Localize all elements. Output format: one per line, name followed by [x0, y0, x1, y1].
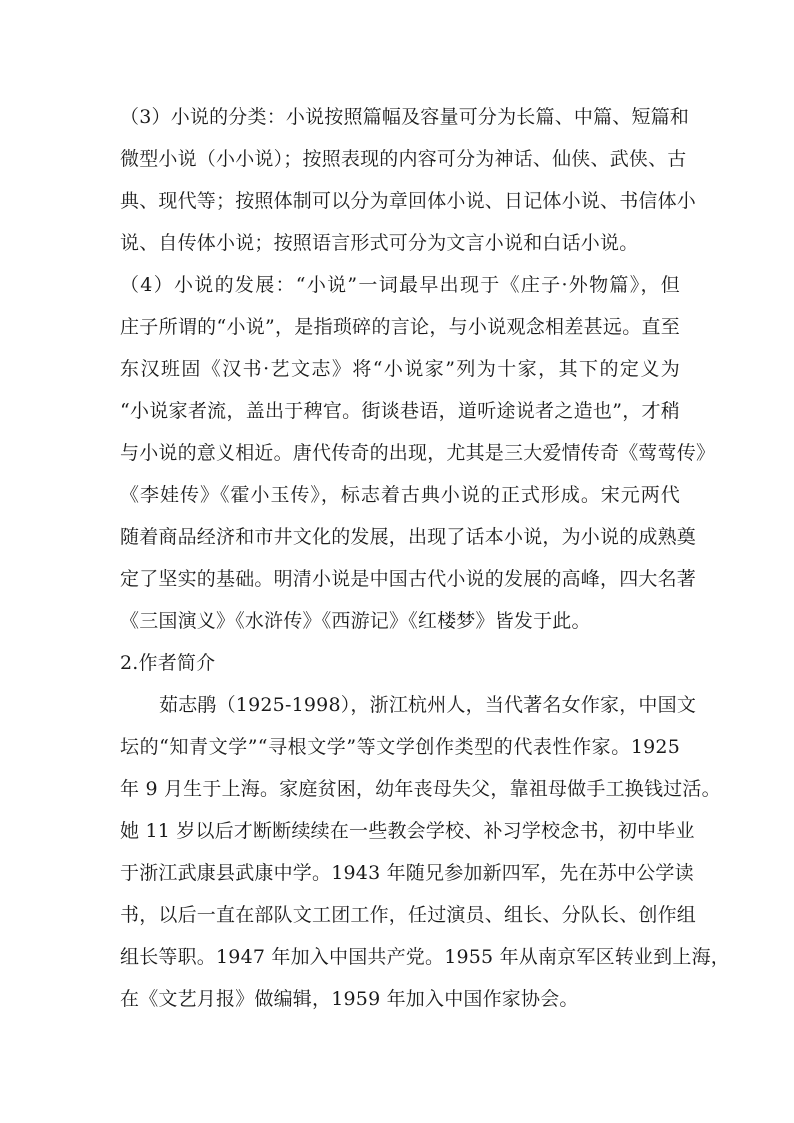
paragraph-line: 与小说的意义相近。唐代传奇的出现，尤其是三大爱情传奇《莺莺传》 — [120, 442, 716, 464]
paragraph-line: 说、自传体小说；按照语言形式可分为文言小说和白话小说。 — [120, 232, 639, 254]
paragraph-line: 于浙江武康县武康中学。1943 年随兄参加新四军，先在苏中公学读 — [120, 862, 694, 884]
paragraph-line: 在《文艺月报》做编辑，1959 年加入中国作家协会。 — [120, 988, 579, 1010]
paragraph-line: 《三国演义》《水浒传》《西游记》《红楼梦》皆发于此。 — [120, 610, 591, 632]
paragraph-line: 她 11 岁以后才断断续续在一些教会学校、补习学校念书，初中毕业 — [120, 820, 695, 842]
paragraph-line: 组长等职。1947 年加入中国共产党。1955 年从南京军区转业到上海， — [120, 946, 730, 968]
paragraph-line: 东汉班固《汉书·艺文志》将“小说家”列为十家，其下的定义为 — [120, 358, 680, 380]
section-heading: 2.作者简介 — [120, 652, 216, 674]
paragraph-line: 微型小说（小小说）；按照表现的内容可分为神话、仙侠、武侠、古 — [120, 148, 687, 170]
paragraph-line: 庄子所谓的“小说”，是指琐碎的言论，与小说观念相差甚远。直至 — [120, 316, 680, 338]
paragraph-line: 典、现代等；按照体制可以分为章回体小说、日记体小说、书信体小 — [120, 190, 697, 212]
paragraph-line: 茹志鹃（1925-1998），浙江杭州人，当代著名女作家，中国文 — [159, 694, 697, 716]
paragraph-line: （3）小说的分类：小说按照篇幅及容量可分为长篇、中篇、短篇和 — [120, 106, 690, 128]
paragraph-line: 定了坚实的基础。明清小说是中国古代小说的发展的高峰，四大名著 — [120, 568, 697, 590]
paragraph-line: 《李娃传》《霍小玉传》，标志着古典小说的正式形成。宋元两代 — [120, 484, 680, 506]
paragraph-line: 坛的“知青文学”“寻根文学”等文学创作类型的代表性作家。1925 — [120, 736, 680, 758]
paragraph-line: 随着商品经济和市井文化的发展，出现了话本小说，为小说的成熟奠 — [120, 526, 697, 548]
paragraph-line: 年 9 月生于上海。家庭贫困，幼年丧母失父，靠祖母做手工换钱过活。 — [120, 778, 721, 800]
paragraph-line: 书，以后一直在部队文工团工作，任过演员、组长、分队长、创作组 — [120, 904, 697, 926]
paragraph-line: “小说家者流，盖出于稗官。街谈巷语，道听途说者之造也”，才稍 — [120, 400, 680, 422]
paragraph-line: （4）小说的发展：“小说”一词最早出现于《庄子·外物篇》，但 — [120, 274, 680, 296]
